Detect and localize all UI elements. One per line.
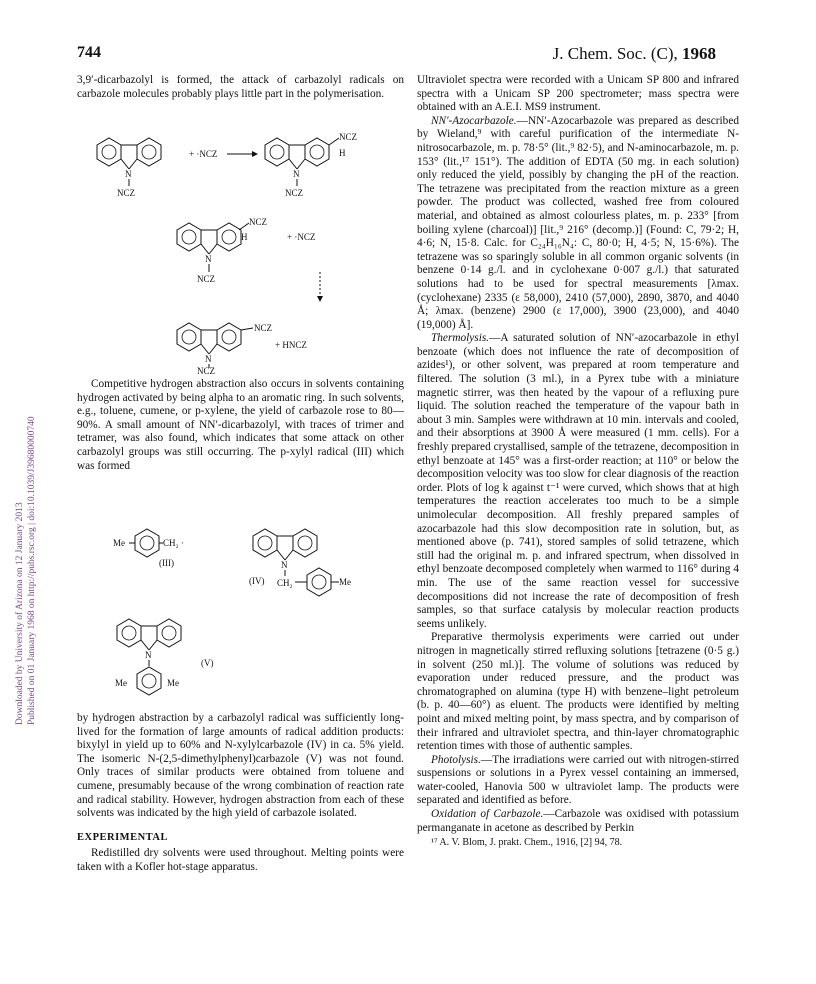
label-compound-iv: (IV) [249, 576, 265, 586]
label-ncz-5: NCZ [249, 217, 267, 227]
reaction-scheme [77, 126, 404, 374]
heading-azocarbazole: NN′-Azocarbazole. [431, 114, 517, 127]
journal-name: J. Chem. Soc. (C), [552, 44, 678, 63]
svg-text:N: N [205, 254, 212, 264]
svg-text:N: N [125, 169, 132, 179]
left-column-bottom [77, 712, 404, 875]
left-column-intro [77, 74, 404, 101]
heading-oxidation: Oxidation of Carbazole. [431, 808, 544, 821]
svg-text:N: N [281, 560, 288, 570]
journal-header [553, 44, 716, 64]
heading-thermolysis: Thermolysis. [431, 332, 490, 345]
label-compound-iii: (III) [159, 558, 174, 568]
paragraph-photolysis: Photolysis.—The irradiations were carried out with nitrogen-stirred suspensions or solutions in a Pyrex vessel containing an immersed, water-cooled, Hanovia 500 w ultraviolet lamp. The products were separated and identified as before. [417, 753, 739, 807]
label-compound-v: (V) [201, 658, 214, 668]
label-ncz-7: NCZ [254, 323, 272, 333]
label-ncz-2: NCZ [285, 188, 303, 198]
label-ch2-iv: CH₂ [277, 578, 293, 588]
label-ncz-3: NCZ [339, 132, 357, 142]
svg-text:N: N [145, 650, 152, 660]
right-column [417, 74, 739, 849]
left-column-body [77, 378, 404, 473]
label-me-iii: Me [113, 538, 125, 548]
paragraph-competitive-abstraction: Competitive hydrogen abstraction also occurs in solvents containing hydrogen activated by being alpha to an aromatic ring. In such solvents, e.g., toluene, cumene, or p-xylene, the yield of carbazole rose to 80—90%. A small amount of NN′-dicarbazolyl, with traces of trimer and tetramer, was also found, which indicates that some attack on other carbazolyl groups was still occurring. The p-xylyl radical (III) which was formed [77, 378, 404, 472]
label-plus-ncz-2: + ·NCZ [287, 232, 316, 242]
paragraph-oxidation: Oxidation of Carbazole.—Carbazole was oxidised with potassium permanganate in acetone as described by Perkin [417, 808, 739, 834]
download-watermark [0, 220, 40, 740]
label-me-v-1: Me [115, 678, 127, 688]
structures-iii-iv-v [77, 520, 404, 708]
label-me-v-2: Me [167, 678, 179, 688]
footnote-17: ¹⁷ A. V. Blom, J. prakt. Chem., 1916, [2] 94, 78. [431, 837, 623, 849]
label-ncz-4: NCZ [197, 274, 215, 284]
journal-year: 1968 [682, 44, 716, 63]
label-h-2: H [241, 232, 248, 242]
label-plus-ncz-1: + ·NCZ [189, 149, 218, 159]
svg-text:N: N [293, 169, 300, 179]
label-ch2-radical: CH₂ · [163, 538, 184, 548]
intro-paragraph: 3,9′-dicarbazolyl is formed, the attack of carbazolyl radicals on carbazole molecules probably plays little part in the polymerisation. [77, 74, 404, 100]
paragraph-solvents: Redistilled dry solvents were used throughout. Melting points were taken with a Kofler hot-stage apparatus. [77, 847, 404, 873]
paragraph-preparative: Preparative thermolysis experiments were carried out under nitrogen in magnetically stirred refluxing solutions [tetrazene (0·5 g.) in solvent (250 ml.)]. The volume of solutions was reduced by evaporation under reduced pressure, and the product was chromatographed on alumina (type H) with benzene–light petroleum (b. p. 40—60°) as eluent. The products were identified by melting point and mixed melting point, by mass spectra, and by comparison of their infrared and ultraviolet spectra, and thin-layer chromatographic retention times with those of authentic samples. [417, 631, 739, 753]
page-number: 744 [77, 44, 101, 61]
label-ncz-1: NCZ [117, 188, 135, 198]
label-h-1: H [339, 148, 346, 158]
paragraph-radical-addition: by hydrogen abstraction by a carbazolyl radical was sufficiently long-lived for the formation of large amounts of radical addition products: bixylyl in yield up to 60% and N-xylylcarbazole (IV) in ca. 5% yield. The isomeric N-(2,5-dimethylphenyl)carbazole (V) was not found. Only traces of similar products were obtained from toluene and cumene, presumably because of the wrong combination of reaction rate and radical stability. However, hydrogen abstraction from each of these solvents was indicated by the high yield of carbazole isolated. [77, 712, 404, 820]
watermark-line-1: Downloaded by University of Arizona on 12 January 2013 [15, 502, 25, 725]
label-me-iv: Me [339, 577, 351, 587]
svg-text:N: N [205, 354, 212, 364]
experimental-heading: EXPERIMENTAL [77, 831, 168, 843]
watermark-line-2: Published on 01 January 1968 on http://pubs.rsc.org | doi:10.1039/J39680000740 [27, 416, 37, 725]
label-ncz-6: NCZ [197, 366, 215, 374]
heading-photolysis: Photolysis. [431, 753, 481, 766]
paragraph-azocarbazole: NN′-Azocarbazole.—NN′-Azocarbazole was prepared as described by Wieland,⁹ with careful purification of the intermediate N-nitrosocarbazole, m. p. 78·5° (lit.,⁹ 82·5), and N-aminocarbazole, m. p. 153° (lit.,¹⁷ 151°). The addition of EDTA (50 mg. in each solution) only reduced the yield, possibly by changing the pH of the reaction. The tetrazene was precipitated from the reaction mixture as a green powder. The product was collected, washed free from coloured material, and obtained as almost colourless plates, m. p. 233° [from boiling xylene (charcoal)] [lit.,⁹ 216° (decomp.)] (Found: C, 79·2; H, 4·6; N, 15·8. Calc. for C₂₄H₁₆N₄: C, 80·0; H, 4·5; N, 15·6%). The tetrazene was so sparingly soluble in all common organic solvents (in benzene 0·14 g./l. and in cyclohexane 0·007 g./l.) that saturated solutions had to be used for spectral measurements [λmax. (cyclohexane) 2335 (ε 58,000), 2410 (57,000), 2890, 3870, and 4040 Å; λmax. (benzene) 2900 (ε 17,000), 3900 (23,000), and 4040 (19,000) Å]. [417, 114, 739, 331]
label-plus-hncz: + HNCZ [275, 340, 307, 350]
paragraph-spectra: Ultraviolet spectra were recorded with a Unicam SP 800 and infrared spectra with a Unicam SP 200 spectrometer; mass spectra were obtained with an A.E.I. MS9 instrument. [417, 74, 739, 114]
paragraph-thermolysis: Thermolysis.—A saturated solution of NN′-azocarbazole in ethyl benzoate (which does not influence the rate of decomposition of azides¹), or other solvent, was prepared at room temperature and filtered. The solution (3 ml.), in a Pyrex tube with a miniature magnetic stirrer, was then heated by the vapour of a refluxing pure liquid. The solution reached the temperature of the vapour bath in about 3 min. Samples were withdrawn at 10 min. intervals and cooled, and their absorptions at 3900 Å were measured (1 mm. cells). For a freshly prepared crystallised, sample of the tetrazene, decomposition in ethyl benzoate at 145° was a first-order reaction; at 110° or below the decomposition velocity was too slow for clear diagnosis of the reaction order. Plots of log k against t⁻¹ were curved, which shows that at high temperatures the reaction accelerates too much to be a simple unimolecular decomposition. All freshly prepared samples of azocarbazole had this slow decomposition rate in solution, but, as mentioned above (p. 741), stored samples of solid tetrazene, which still had the original m. p. and infrared spectrum, when dissolved in ethyl benzoate decomposed completely when warmed to 116° during 4 min. The use of the same reaction vessel for successive decompositions did not increase the rate of decomposition of fresh samples, so that surface catalysis by molecular reaction products seems unlikely. [417, 332, 739, 630]
